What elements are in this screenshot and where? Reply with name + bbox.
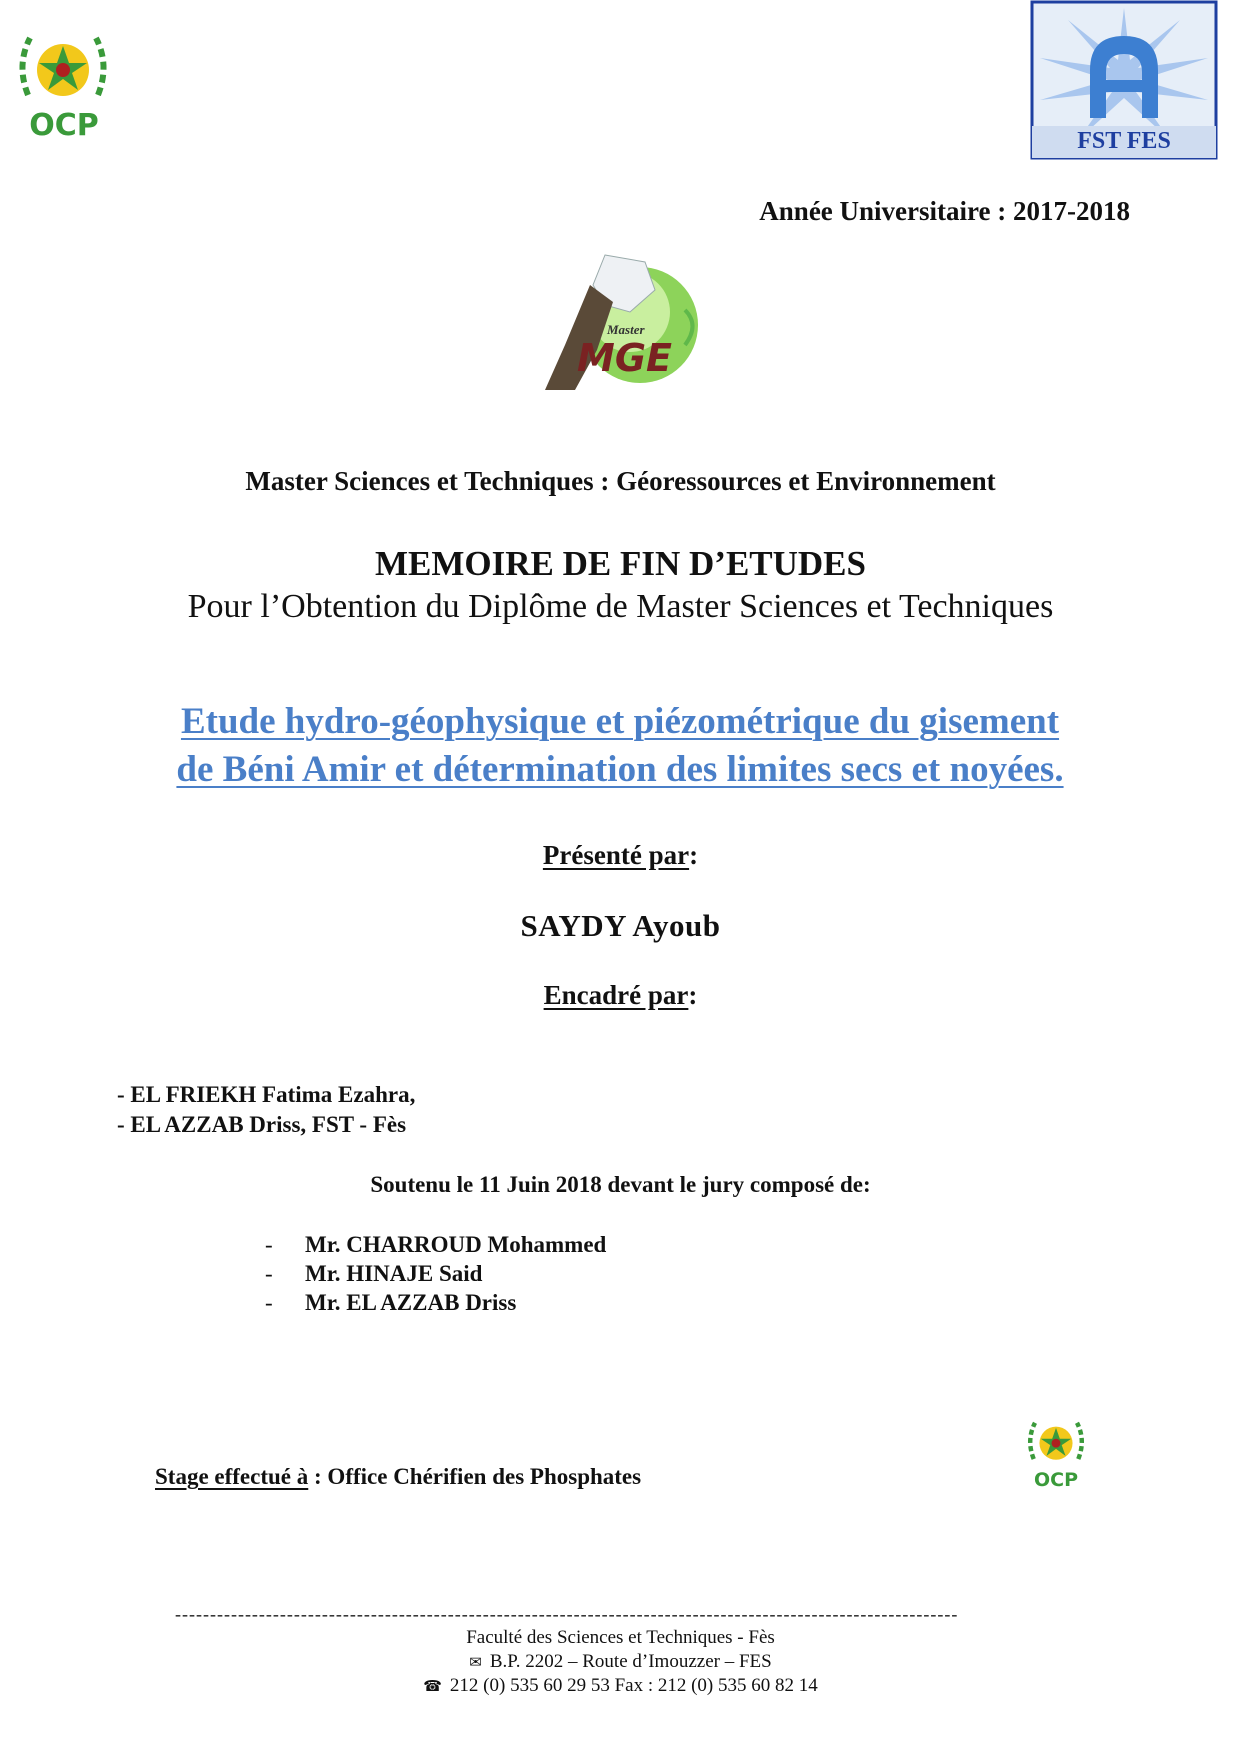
- fst-fes-logo: [1030, 0, 1218, 160]
- jury-list: [265, 1230, 606, 1317]
- student-name: SAYDY Ayoub: [520, 908, 721, 943]
- footer: [0, 1626, 1241, 1698]
- footer-address: B.P. 2202 – Route d’Imouzzer – FES: [489, 1651, 772, 1672]
- footer-faculty: Faculté des Sciences et Techniques - Fès: [466, 1627, 775, 1648]
- program-title: Master Sciences et Techniques : Géoressources et Environnement: [245, 466, 996, 496]
- mge-logo-master: Master: [607, 322, 645, 337]
- jury-bullet: -: [265, 1261, 273, 1286]
- jury-bullet: -: [265, 1290, 273, 1315]
- presented-by-label: Présenté par: [542, 840, 690, 870]
- supervisor-item: - EL AZZAB Driss, FST - Fès: [117, 1112, 407, 1137]
- ocp-logo-text: OCP: [29, 108, 99, 143]
- supervisor-item: - EL FRIEKH Fatima Ezahra,: [117, 1082, 416, 1107]
- jury-bullet: -: [265, 1232, 273, 1257]
- mail-icon: ✉: [469, 1653, 482, 1671]
- footer-address-line: [0, 1650, 1241, 1674]
- jury-member: [265, 1259, 606, 1288]
- supervised-by-colon: :: [688, 980, 698, 1010]
- academic-year: Année Universitaire : 2017-2018: [759, 196, 1130, 226]
- memoire-title: MEMOIRE DE FIN D’ETUDES: [374, 544, 866, 583]
- jury-member-name: Mr. HINAJE Said: [305, 1261, 483, 1286]
- fst-fes-logo-text: FST FES: [1077, 128, 1171, 154]
- thesis-subject-line-2: de Béni Amir et détermination des limites secs et noyées.: [176, 749, 1064, 790]
- footer-phone-line: [0, 1674, 1241, 1698]
- ocp-logo-small: [1020, 1405, 1092, 1497]
- ocp-logo-small-text: OCP: [1033, 1469, 1079, 1491]
- phone-icon: ☎: [423, 1677, 442, 1695]
- mge-master-logo: [535, 250, 710, 395]
- jury-member: [265, 1230, 606, 1259]
- internship-value: : Office Chérifien des Phosphates: [308, 1464, 642, 1489]
- defense-statement: Soutenu le 11 Juin 2018 devant le jury composé de:: [370, 1172, 871, 1197]
- thesis-subject: [90, 698, 1150, 794]
- ocp-logo: [8, 10, 118, 150]
- internship-location: [155, 1464, 641, 1490]
- footer-phone: 212 (0) 535 60 29 53 Fax : 212 (0) 535 60 82 14: [449, 1675, 818, 1696]
- jury-member-name: Mr. CHARROUD Mohammed: [305, 1232, 607, 1257]
- presented-by-heading: [0, 840, 1241, 871]
- supervised-by-heading: [0, 980, 1241, 1011]
- thesis-subject-line-1: Etude hydro-géophysique et piézométrique du gisement: [180, 701, 1060, 742]
- mge-logo-text: MGE: [577, 336, 672, 380]
- supervised-by-label: Encadré par: [543, 980, 689, 1010]
- supervisors-list: [117, 1080, 415, 1140]
- internship-label: Stage effectué à: [155, 1464, 309, 1489]
- footer-separator: ----------------------------------------------------------------------------------------------------------------: [175, 1604, 959, 1624]
- memoire-subtitle: Pour l’Obtention du Diplôme de Master Sciences et Techniques: [187, 588, 1054, 625]
- jury-member-name: Mr. EL AZZAB Driss: [305, 1290, 517, 1315]
- presented-by-colon: :: [689, 840, 699, 870]
- jury-member: [265, 1288, 606, 1317]
